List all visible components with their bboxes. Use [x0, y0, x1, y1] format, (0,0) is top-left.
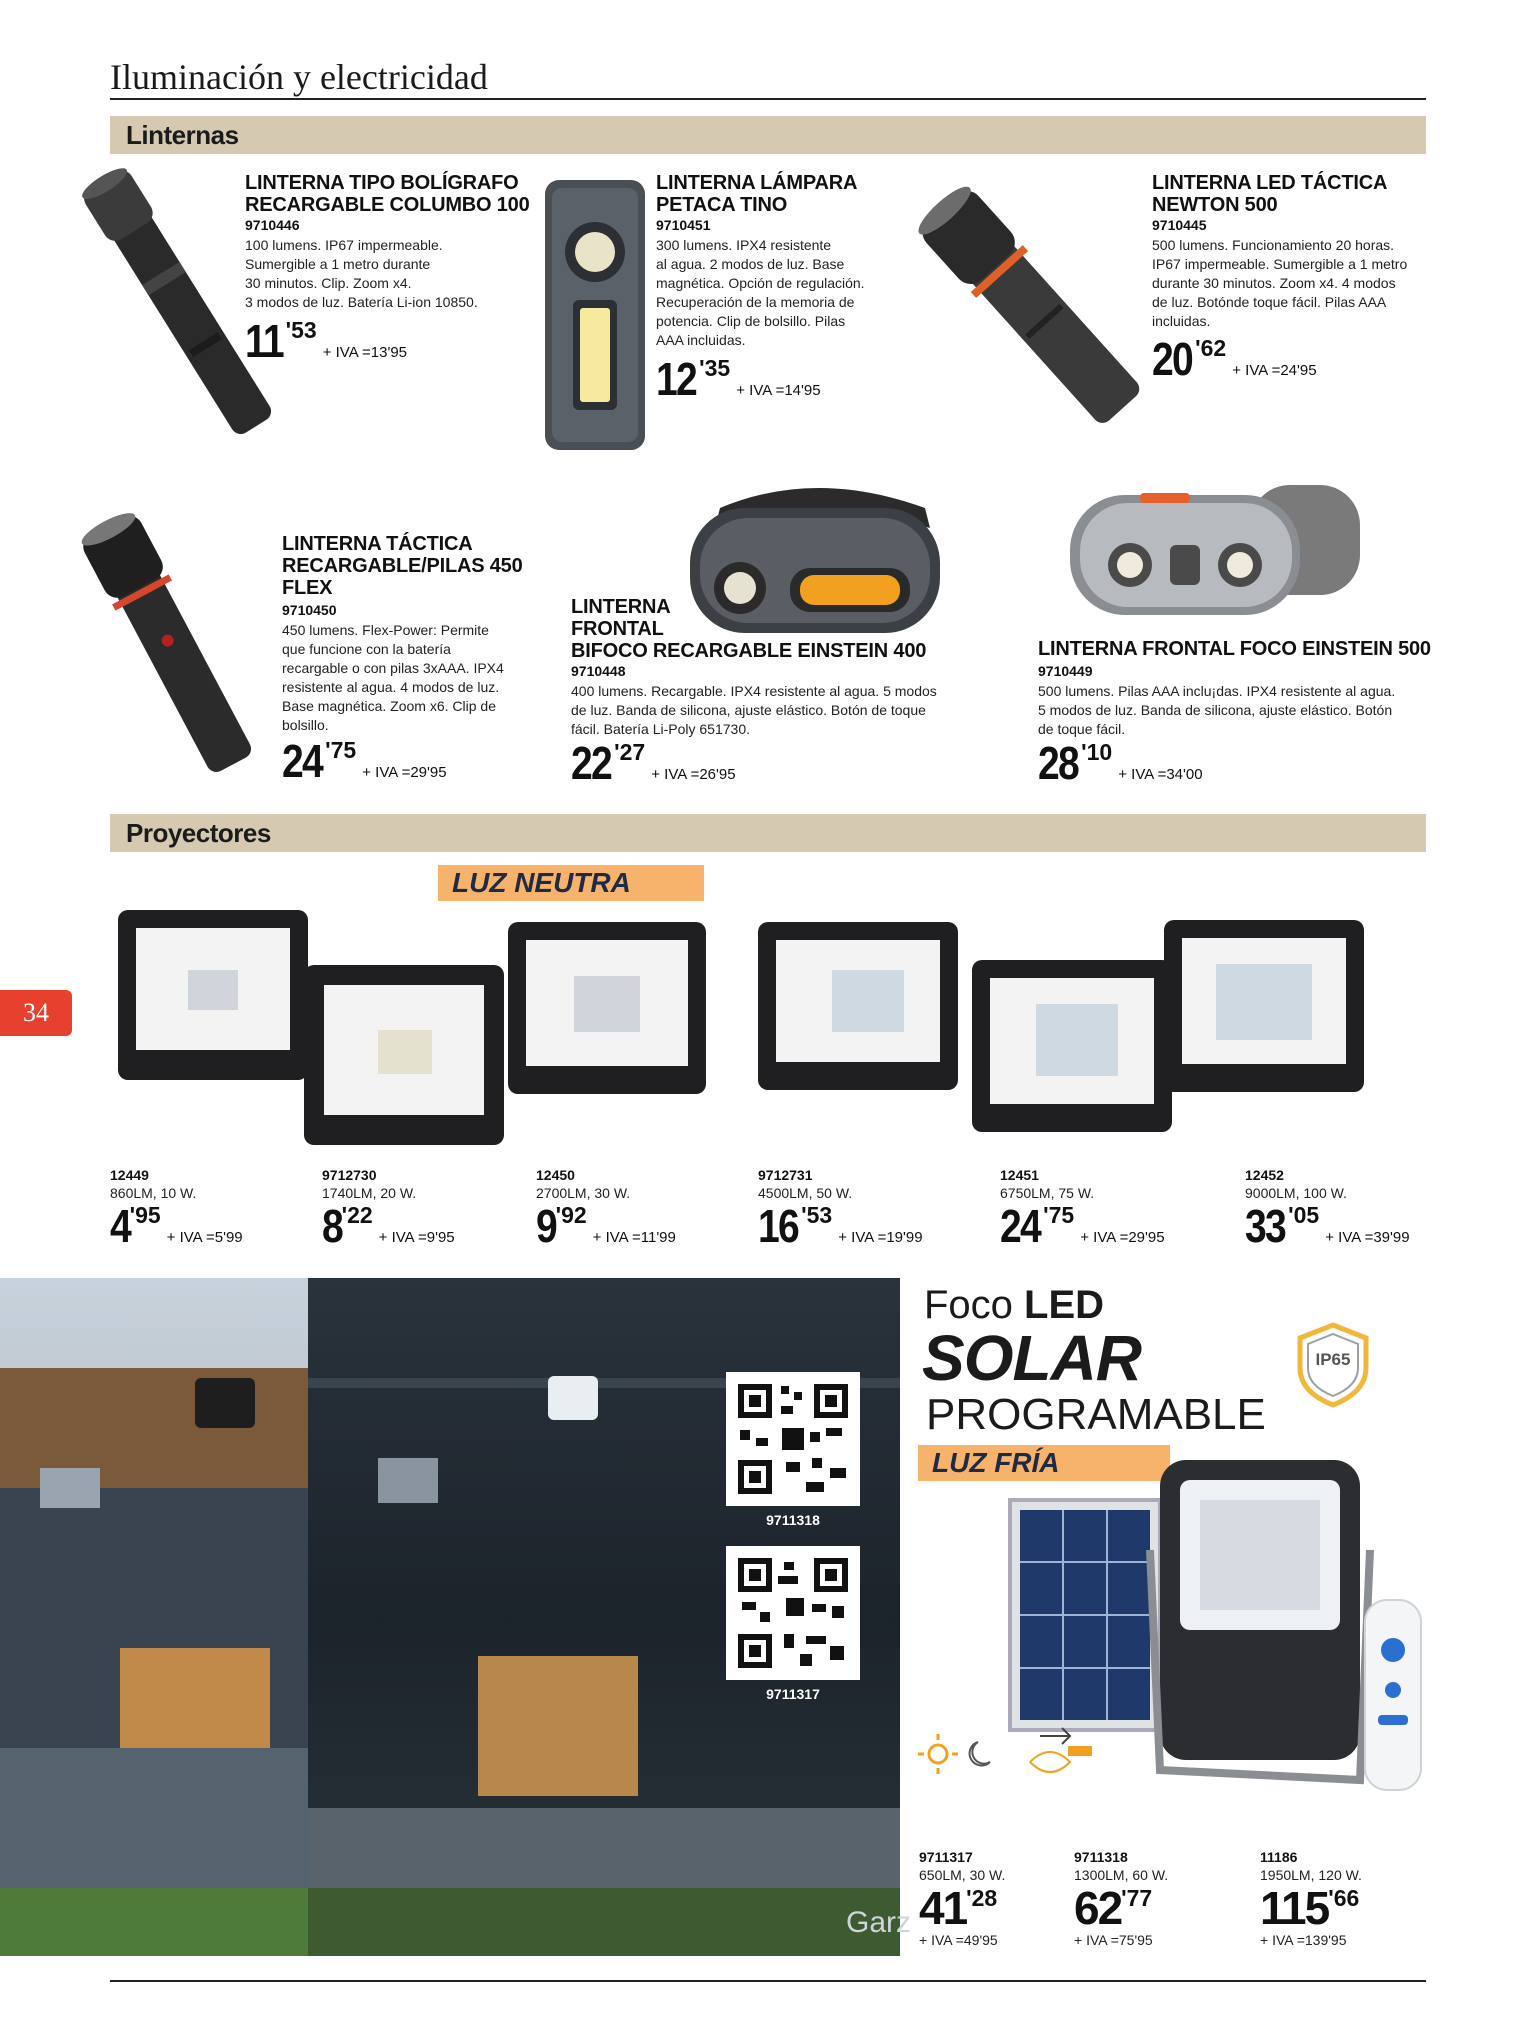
proyector-item: 12452 9000LM, 100 W. 33 '05 + IVA =39'99 — [1245, 1167, 1410, 1252]
product-description: 100 lumens. IP67 impermeable. Sumergible a 1 metro durante 30 minutos. Clip. Zoom x4. 3 modos de luz. Batería Li-ion 10850. — [245, 237, 478, 310]
page-title: Iluminación y electricidad — [110, 57, 488, 97]
product-description: 400 lumens. Recargable. IPX4 resistente al agua. 5 modos de luz. Banda de silicona, ajuste elástico. Botón de toque fácil. Batería Li-Poly 651730. — [571, 683, 937, 737]
qr-code-9711317[interactable] — [726, 1546, 860, 1680]
section-title-proyectores: Proyectores — [126, 818, 271, 848]
headlamp-einstein-500-image — [1060, 475, 1370, 625]
product-code: 9710449 — [1038, 663, 1093, 679]
product-description: 500 lumens. Funcionamiento 20 horas. IP67 impermeable. Sumergible a 1 metro durante 30 minutos. Zoom x4. 4 modos de luz. Botónde toque fácil. Pilas AAA incluidas. — [1152, 237, 1408, 329]
product-price: 22 '27 + IVA =26'95 — [571, 737, 736, 789]
luz-fria-tag: LUZ FRÍA — [918, 1445, 1170, 1481]
photo-brand-text: Garz — [846, 1906, 912, 1939]
product-title: LINTERNA TÁCTICA RECARGABLE/PILAS 450 FLEX — [282, 533, 523, 599]
solar-title-line2: SOLAR — [922, 1322, 1141, 1394]
remote-control-image — [1365, 1600, 1421, 1790]
floodlight-12450-image — [508, 922, 706, 1094]
flashlight-tactical-image — [900, 175, 1160, 445]
floodlight-9712730-image — [304, 965, 504, 1145]
title-divider — [110, 98, 1426, 100]
solar-item: 9711318 1300LM, 60 W. 62'77 + IVA =75'95 — [1074, 1849, 1169, 1948]
flashlight-lamp-image — [540, 170, 650, 460]
proyector-item: 12451 6750LM, 75 W. 24 '75 + IVA =29'95 — [1000, 1167, 1165, 1252]
proyector-item: 9712731 4500LM, 50 W. 16 '53 + IVA =19'99 — [758, 1167, 923, 1252]
product-title: LINTERNA TIPO BOLÍGRAFO RECARGABLE COLUMBO 100 — [245, 172, 530, 216]
floodlights-image — [110, 900, 1390, 1170]
floodlight-12449-image — [118, 910, 308, 1080]
page-number-badge: 34 — [0, 990, 72, 1036]
product-price: 20 '62 + IVA =24'95 — [1152, 333, 1317, 385]
solar-item: 11186 1950LM, 120 W. 115'66 + IVA =139'95 — [1260, 1849, 1362, 1948]
product-code: 9710450 — [282, 602, 337, 618]
proyector-item: 12449 860LM, 10 W. 4 '95 + IVA =5'99 — [110, 1167, 243, 1252]
proyector-item: 12450 2700LM, 30 W. 9 '92 + IVA =11'99 — [536, 1167, 676, 1252]
product-description: 300 lumens. IPX4 resistente al agua. 2 modos de luz. Base magnética. Opción de regulación. Recuperación de la memoria de potencia. Clip de bolsillo. Pilas AAA incluidas. — [656, 237, 865, 348]
floodlight-12452-image — [1164, 920, 1364, 1092]
qr-code-label: 9711317 — [766, 1686, 820, 1702]
floodlight-12451-image — [972, 960, 1172, 1132]
motion-sensor-icon — [1020, 1722, 1100, 1782]
product-price: 12 '35 + IVA =14'95 — [656, 353, 821, 405]
product-price: 28 '10 + IVA =34'00 — [1038, 737, 1203, 789]
qr-code-label: 9711318 — [766, 1512, 820, 1528]
solar-title-line1: Foco LED — [924, 1283, 1105, 1327]
product-price: 24 '75 + IVA =29'95 — [282, 735, 447, 787]
solar-floodlight-image — [1150, 1460, 1370, 1780]
solar-title-line3: PROGRAMABLE — [926, 1390, 1266, 1439]
section-band-linternas — [110, 116, 1426, 154]
product-title: LINTERNA FRONTAL FOCO EINSTEIN 500 — [1038, 638, 1431, 660]
product-title: LINTERNA FRONTAL BIFOCO RECARGABLE EINSTEIN 400 — [571, 596, 927, 662]
luz-neutra-tag: LUZ NEUTRA — [438, 865, 704, 901]
product-price: 11 '53 + IVA =13'95 — [245, 315, 408, 367]
product-code: 9710445 — [1152, 217, 1207, 233]
sun-moon-icon — [918, 1732, 1002, 1776]
floodlight-9712731-image — [758, 922, 958, 1090]
product-title: LINTERNA LÁMPARA PETACA TINO — [656, 172, 858, 216]
product-description: 500 lumens. Pilas AAA inclu¡das. IPX4 resistente al agua. 5 modos de luz. Banda de silicona, ajuste elástico. Botón de toque fácil. — [1038, 683, 1396, 737]
section-band-proyectores — [110, 814, 1426, 852]
flashlight-flex-image — [70, 500, 270, 790]
ip65-badge-label: IP65 — [1315, 1350, 1351, 1369]
house-day-photo — [0, 1278, 308, 1956]
solar-panel-image — [1010, 1500, 1160, 1730]
product-title: LINTERNA LED TÁCTICA NEWTON 500 — [1152, 172, 1388, 216]
product-code: 9710451 — [656, 217, 711, 233]
bottom-divider — [110, 1980, 1426, 1982]
product-code: 9710448 — [571, 663, 626, 679]
solar-item: 9711317 650LM, 30 W. 41'28 + IVA =49'95 — [919, 1849, 1006, 1948]
proyector-item: 9712730 1740LM, 20 W. 8 '22 + IVA =9'95 — [322, 1167, 455, 1252]
qr-code-9711318[interactable] — [726, 1372, 860, 1506]
product-description: 450 lumens. Flex-Power: Permite que funcione con la batería recargable o con pilas 3xAAA. IPX4 resistente al agua. 4 modos de luz. Base magnética. Zoom x6. Clip de bolsillo. — [282, 622, 504, 733]
ip65-badge-icon — [1296, 1322, 1370, 1408]
section-title-linternas: Linternas — [126, 120, 239, 150]
product-code: 9710446 — [245, 217, 300, 233]
